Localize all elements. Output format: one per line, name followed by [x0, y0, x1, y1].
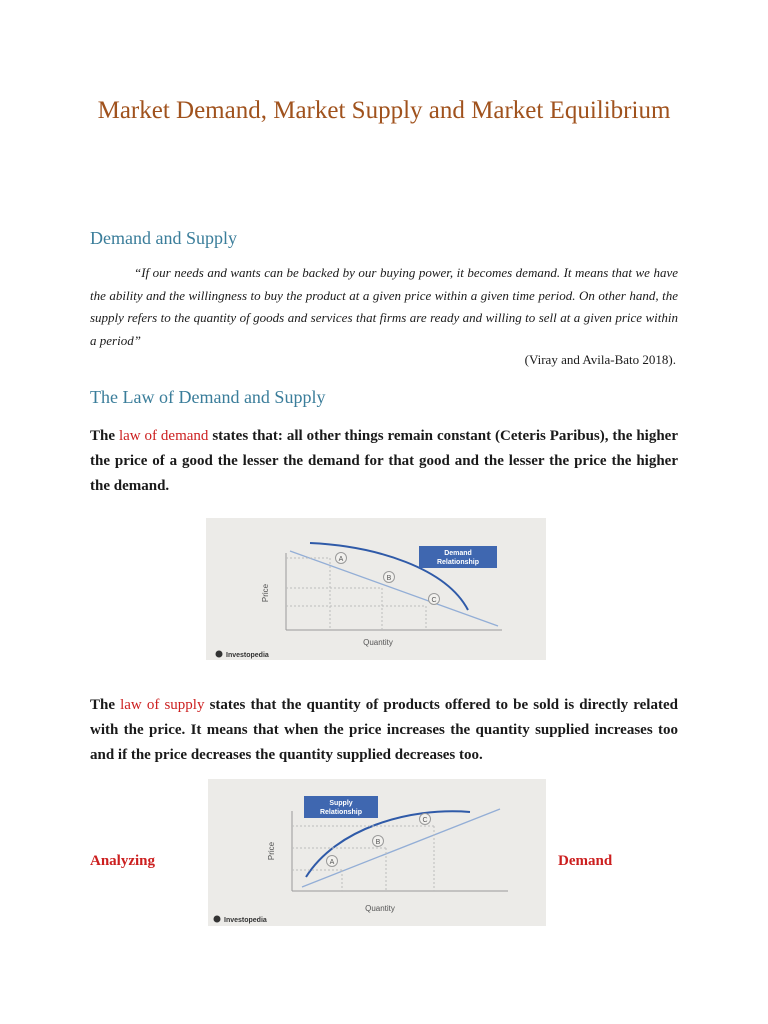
supply-ylabel: Price — [267, 841, 276, 861]
demand-watermark: Investopedia — [226, 652, 269, 659]
law-of-supply-term: law of supply — [120, 697, 205, 713]
supply-curve — [306, 811, 470, 877]
page-title: Market Demand, Market Supply and Market Equilibrium — [97, 97, 671, 124]
demand-relationship-figure — [206, 518, 546, 660]
demand-point-b: B — [386, 575, 392, 582]
supply-callout-line2: Relationship — [319, 809, 363, 816]
law-of-demand-paragraph — [90, 424, 678, 499]
supply-watermark: Investopedia — [224, 917, 267, 924]
demand-callout-line2: Relationship — [436, 559, 480, 566]
citation: (Viray and Avila-Bato 2018). — [524, 352, 676, 367]
para-prefix: The — [90, 428, 119, 444]
section-heading-law: The Law of Demand and Supply — [90, 387, 326, 407]
supply-point-c: C — [422, 817, 428, 824]
analyzing-label: Analyzing — [90, 853, 156, 869]
investopedia-logo-icon — [216, 651, 223, 658]
law-of-demand-term: law of demand — [118, 428, 209, 444]
section-heading-demand-and-supply: Demand and Supply — [90, 228, 237, 248]
supply-relationship-figure — [208, 779, 546, 926]
para-body: states that the quantity of products offered to be sold is directly related with the price. It means that when the price increases the quantity supplied increases too and if the price decreases the quantity supplied decreases too. — [90, 697, 678, 763]
para-body: states that: all other things remain constant (Ceteris Paribus), the higher the price of a good the lesser the demand for that good and the lesser the price the higher the demand. — [90, 428, 679, 494]
definition-quote: “If our needs and wants can be backed by our buying power, it becomes demand. It means that we have the ability and the willingness to buy the product at a given price within a given time period. On other hand, the supply refers to the quantity of goods and services that firms are ready and willing to sell at a given price within a period” — [90, 265, 678, 348]
demand-callout-line1: Demand — [444, 550, 472, 557]
investopedia-logo-icon — [214, 916, 221, 923]
demand-point-c: C — [431, 597, 437, 604]
demand-xlabel: Quantity — [363, 638, 393, 647]
demand-point-a: A — [338, 556, 344, 563]
supply-point-b: B — [375, 839, 381, 846]
supply-point-a: A — [329, 859, 335, 866]
supply-chart-svg — [208, 779, 546, 926]
supply-callout-line1: Supply — [329, 800, 353, 807]
law-of-supply-paragraph — [90, 693, 678, 768]
demand-chart-svg — [206, 518, 546, 660]
demand-label: Demand — [558, 853, 613, 869]
supply-xlabel: Quantity — [365, 904, 395, 913]
demand-ylabel: Price — [261, 583, 270, 603]
para-prefix: The — [90, 697, 121, 713]
